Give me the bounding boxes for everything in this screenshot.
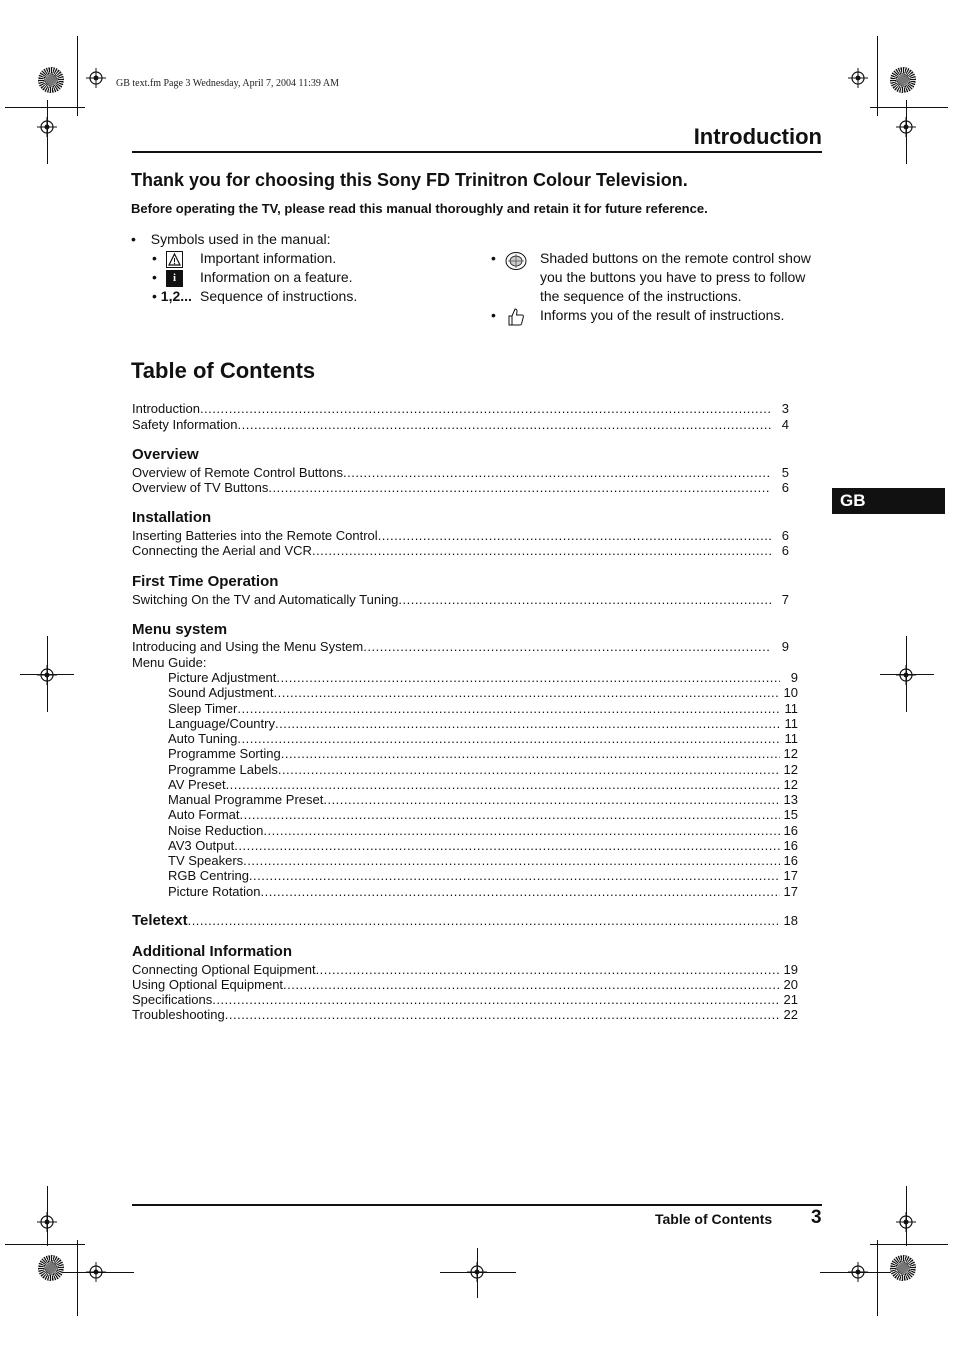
warning-icon: [166, 251, 183, 268]
leader-dots: [278, 762, 780, 777]
toc-guide-entry[interactable]: [168, 807, 798, 822]
toc-entry[interactable]: [132, 528, 789, 543]
leader-dots: [261, 884, 781, 899]
registration-disk-icon: [38, 1255, 64, 1281]
toc-entry[interactable]: [132, 992, 798, 1007]
toc-entry[interactable]: [132, 592, 789, 607]
description-line: Shaded buttons on the remote control show: [540, 250, 811, 266]
toc-entry-page: 5: [781, 465, 789, 480]
leader-dots: [398, 592, 771, 607]
registration-mark-icon: [37, 1212, 57, 1232]
toc-entry-title: AV Preset: [168, 776, 226, 792]
toc-entry-page: 12: [783, 776, 798, 792]
remote-button-icon: [505, 251, 527, 271]
toc-entry[interactable]: [132, 639, 789, 654]
registration-disk-icon: [890, 67, 916, 93]
toc-entry-page: 20: [783, 977, 798, 992]
leader-dots: [283, 977, 780, 992]
toc-entry-page: 12: [783, 746, 798, 762]
thumbs-up-icon: [507, 307, 525, 327]
header-rule: [132, 151, 822, 153]
toc-entry-title: Picture Adjustment: [168, 670, 277, 685]
leader-dots: [226, 777, 780, 792]
leader-dots: [200, 401, 771, 416]
intro-subtitle: Thank you for choosing this Sony FD Trinitron Colour Television.: [131, 170, 688, 190]
info-icon: i: [166, 270, 183, 287]
toc-entry-title: Auto Tuning: [168, 731, 238, 746]
toc-entry-page: 12: [783, 761, 798, 777]
leader-dots: [234, 838, 780, 853]
symbol-text: Sequence of instructions.: [200, 288, 358, 304]
leader-dots: [237, 731, 780, 746]
leader-dots: [274, 685, 780, 700]
toc-entry-title: Programme Labels: [168, 761, 278, 777]
registration-mark-icon: [896, 117, 916, 137]
toc-section-heading: Menu system: [132, 621, 228, 638]
remote-button-description: [540, 249, 830, 306]
toc-guide-entry[interactable]: [168, 762, 798, 777]
toc-entry[interactable]: [132, 417, 789, 432]
leader-dots: [249, 868, 780, 883]
leader-dots: [212, 992, 780, 1007]
toc-entry-title: Picture Rotation: [168, 883, 261, 899]
toc-entry-page: 7: [781, 592, 789, 607]
leader-dots: [275, 716, 780, 731]
registration-mark-icon: [848, 1262, 868, 1282]
footer-rule: [132, 1204, 822, 1206]
language-tab: GB: [832, 488, 945, 514]
toc-entry-title: Sleep Timer: [168, 700, 238, 716]
toc-guide-entry[interactable]: [168, 792, 798, 807]
leader-dots: [312, 543, 771, 558]
description-line: you the buttons you have to press to follow: [540, 269, 806, 285]
toc-guide-entry[interactable]: [168, 838, 798, 853]
registration-mark-icon: [37, 117, 57, 137]
toc-entry-title: AV3 Output: [168, 837, 235, 853]
toc-entry-page: 21: [783, 992, 798, 1007]
leader-dots: [237, 701, 780, 716]
leader-dots: [281, 746, 780, 761]
toc-entry-title: Introducing and Using the Menu System: [132, 639, 364, 654]
toc-entry-title: Inserting Batteries into the Remote Control: [132, 528, 378, 543]
toc-entry-page: 22: [783, 1007, 798, 1022]
toc-entry-title: Programme Sorting: [168, 746, 281, 762]
toc-section-heading: Teletext: [132, 912, 188, 929]
toc-entry[interactable]: [132, 977, 798, 992]
leader-dots: [225, 1007, 780, 1022]
toc-title: Table of Contents: [131, 358, 316, 383]
symbol-text: Important information.: [200, 250, 337, 266]
toc-entry-title: Overview of Remote Control Buttons: [132, 465, 343, 480]
toc-entry-title: Switching On the TV and Automatically Tuning: [132, 592, 399, 607]
registration-mark-icon: [896, 1212, 916, 1232]
leader-dots: [378, 528, 771, 543]
sequence-marker: 1,2...: [160, 288, 192, 304]
toc-entry-title: Connecting the Aerial and VCR: [132, 543, 312, 558]
toc-entry-page: 9: [790, 670, 798, 685]
registration-mark-icon: [86, 68, 106, 88]
toc-guide-entry[interactable]: [168, 716, 798, 731]
leader-dots: [243, 853, 780, 868]
toc-entry-page: 16: [783, 837, 798, 853]
symbol-item: •: [152, 250, 157, 266]
toc-entry-title: Specifications: [132, 992, 213, 1007]
registration-mark-icon: [896, 665, 916, 685]
leader-dots: [363, 639, 771, 654]
page-title: Introduction: [693, 124, 822, 149]
toc-guide-entry[interactable]: [168, 853, 798, 868]
toc-entry-page: 6: [781, 528, 789, 543]
toc-entry-page: 4: [781, 417, 789, 432]
toc-entry-page: 16: [783, 822, 798, 838]
symbol-text: Information on a feature.: [200, 269, 353, 285]
toc-entry-page: 19: [783, 962, 798, 977]
toc-entry-page: 17: [783, 883, 798, 899]
toc-entry-page: 16: [783, 853, 798, 868]
toc-guide-entry[interactable]: [168, 670, 798, 685]
toc-entry-title: Safety Information: [132, 417, 238, 432]
toc-guide-entry[interactable]: [168, 731, 798, 746]
menu-guide-label: Menu Guide:: [132, 655, 207, 670]
page-number: 3: [811, 1207, 822, 1228]
toc-entry-page: 9: [781, 639, 789, 654]
toc-entry-page: 10: [783, 685, 798, 701]
toc-entry-title: Manual Programme Preset: [168, 792, 324, 807]
toc-guide-entry[interactable]: [168, 884, 798, 899]
toc-entry[interactable]: [132, 465, 789, 480]
toc-section-heading: Overview: [132, 446, 199, 463]
toc-entry-teletext[interactable]: [132, 913, 798, 928]
registration-disk-icon: [890, 1255, 916, 1281]
toc-entry-title: Noise Reduction: [168, 822, 264, 838]
toc-entry[interactable]: [132, 543, 789, 558]
registration-mark-icon: [467, 1262, 487, 1282]
toc-entry-title: Using Optional Equipment: [132, 977, 284, 992]
symbol-item: •: [491, 307, 496, 323]
toc-entry-page: 6: [781, 480, 789, 495]
toc-guide-entry[interactable]: [168, 823, 798, 838]
toc-entry-title: Auto Format: [168, 807, 240, 823]
toc-entry-title: Introduction: [132, 401, 200, 416]
toc-section-heading: Installation: [132, 509, 212, 526]
toc-section-heading: First Time Operation: [132, 573, 279, 590]
thumbs-up-description: Informs you of the result of instructions.: [540, 307, 785, 323]
toc-entry-title: TV Speakers: [168, 853, 244, 868]
toc-entry-title: RGB Centring: [168, 868, 249, 884]
toc-entry-page: 13: [783, 792, 798, 807]
toc-entry-title: Overview of TV Buttons: [132, 480, 269, 495]
symbol-item: • 1,2...: [152, 288, 192, 304]
leader-dots: [343, 465, 771, 480]
toc-section-heading: Additional Information: [132, 943, 292, 960]
footer-section-label: Table of Contents: [655, 1211, 773, 1227]
symbols-heading: • Symbols used in the manual:: [131, 231, 331, 247]
toc-guide-entry[interactable]: [168, 777, 798, 792]
registration-mark-icon: [86, 1262, 106, 1282]
toc-entry-page: 11: [784, 731, 798, 746]
toc-entry[interactable]: [132, 962, 798, 977]
toc-entry-page: 3: [781, 401, 789, 416]
toc-entry-page: 15: [783, 807, 798, 823]
toc-entry-title: Troubleshooting: [132, 1007, 225, 1022]
toc-entry[interactable]: [132, 401, 789, 416]
leader-dots: [323, 792, 780, 807]
toc-entry-title: Connecting Optional Equipment: [132, 962, 316, 977]
toc-guide-entry[interactable]: [168, 685, 798, 700]
registration-disk-icon: [38, 67, 64, 93]
leader-dots: [240, 807, 780, 822]
toc-entry-page: 18: [783, 913, 798, 928]
file-info: GB text.fm Page 3 Wednesday, April 7, 2004 11:39 AM: [116, 78, 339, 89]
toc-guide-entry[interactable]: [168, 701, 798, 716]
toc-entry-page: 11: [784, 700, 798, 716]
description-line: the sequence of the instructions.: [540, 288, 742, 304]
toc-entry-page: 6: [781, 543, 789, 558]
registration-mark-icon: [37, 665, 57, 685]
leader-dots: [238, 417, 772, 432]
leader-dots: [263, 823, 780, 838]
toc-entry[interactable]: [132, 1007, 798, 1022]
symbol-item: •: [491, 250, 496, 266]
toc-entry-title: Language/Country: [168, 715, 275, 731]
intro-note: Before operating the TV, please read this manual thoroughly and retain it for future reference.: [131, 201, 708, 216]
leader-dots: [268, 480, 771, 495]
toc-guide-entry[interactable]: [168, 746, 798, 761]
toc-entry-page: 11: [784, 715, 798, 731]
toc-entry-page: 17: [783, 868, 798, 884]
toc-guide-entry[interactable]: [168, 868, 798, 883]
registration-mark-icon: [848, 68, 868, 88]
leader-dots: [188, 913, 780, 928]
leader-dots: [316, 962, 780, 977]
toc-entry[interactable]: [132, 480, 789, 495]
leader-dots: [276, 670, 780, 685]
symbol-item: •: [152, 269, 157, 285]
toc-entry-title: Sound Adjustment: [168, 685, 274, 701]
